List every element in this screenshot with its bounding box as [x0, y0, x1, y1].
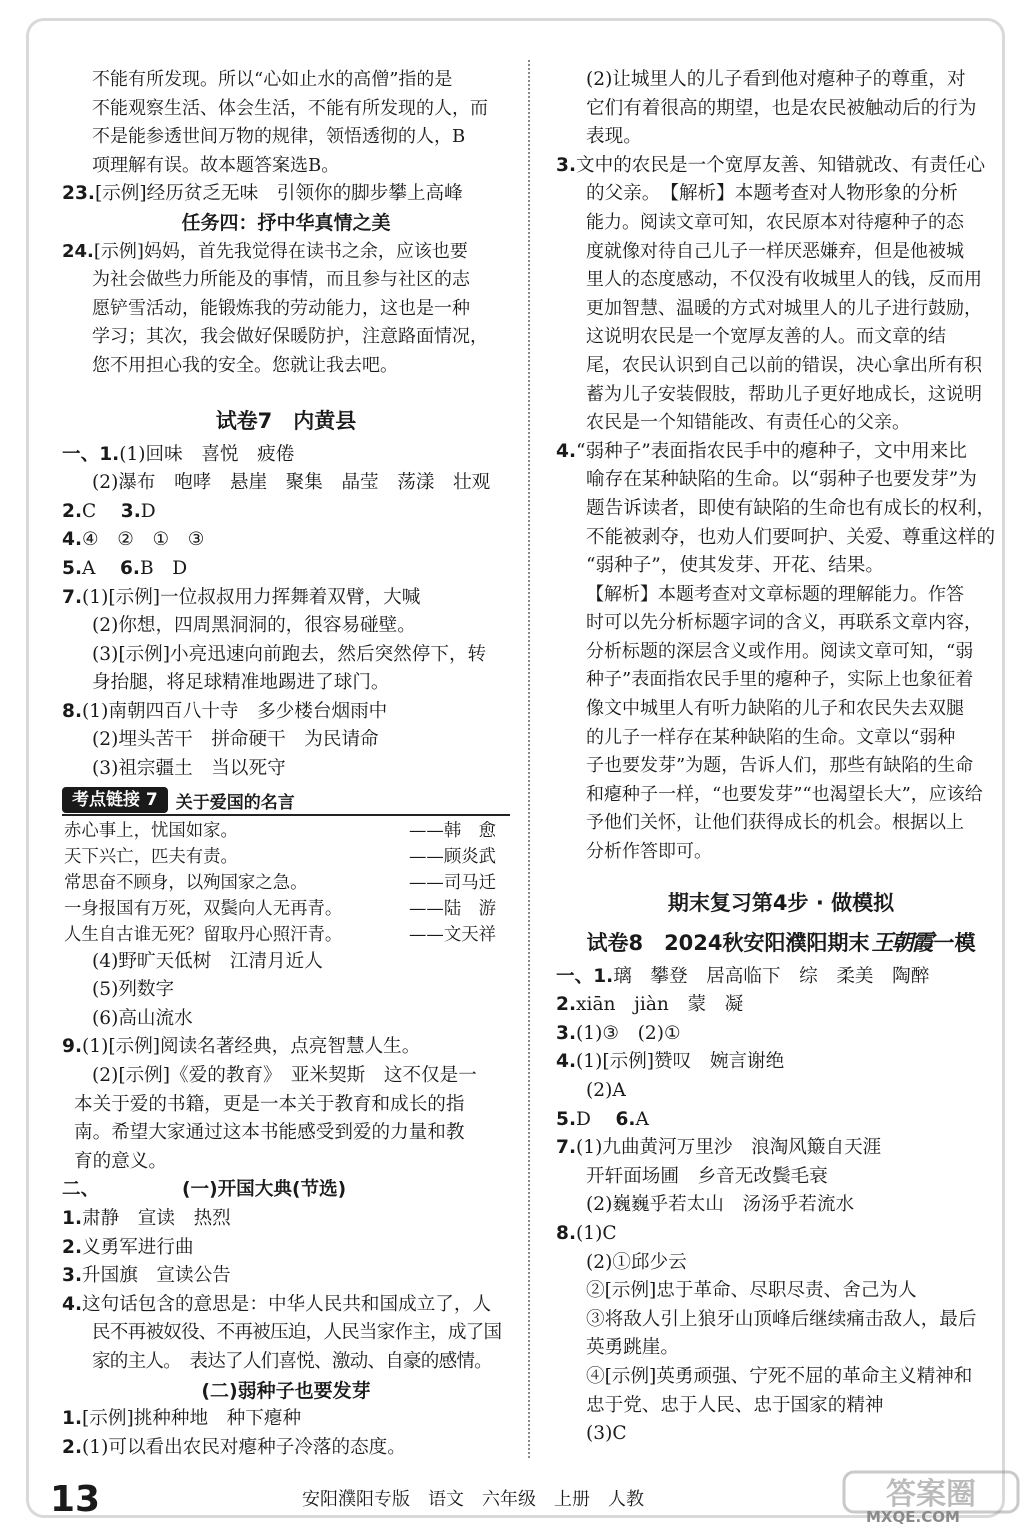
answer-line	[62, 976, 510, 1005]
exam-heading	[556, 923, 1006, 963]
question-number: 23.	[62, 183, 95, 205]
answer-line	[556, 581, 1006, 610]
left-column	[62, 66, 510, 1462]
question-number: 1.	[62, 1408, 83, 1430]
answer-text: (2)A	[586, 1080, 626, 1101]
question-number: 2.	[62, 500, 83, 522]
answer-line	[556, 752, 1006, 781]
answer-text: (3)[示例]小亮迅速向前跑去，然后突然停下，转	[92, 643, 487, 665]
question-number: 4.	[556, 1051, 577, 1073]
answer-text: 度就像对待自己儿子一样厌恶嫌弃，但是他被城	[586, 240, 964, 262]
answer-text: 尾，农民认识到自己以前的错误，决心拿出所有积	[586, 354, 982, 376]
answer-text: 表现。	[586, 126, 642, 148]
answer-text: (2)①邱少云	[586, 1251, 687, 1273]
answer-text: (2)埋头苦干 拼命硬干 为民请命	[92, 729, 379, 751]
answer-text: 为社会做些力所能及的事情，而且参与社区的志	[92, 269, 470, 291]
answer-line	[556, 1277, 1006, 1306]
question-number: 1.	[62, 1208, 83, 1229]
answer-text: (3)祖宗疆土 当以死守	[92, 758, 286, 780]
answer-line	[556, 323, 1006, 352]
answer-text: (2)让城里人的儿子看到他对瘪种子的尊重，对	[586, 69, 966, 90]
answer-line	[62, 526, 510, 555]
answer-line	[62, 441, 510, 470]
section-two-heading	[62, 1176, 510, 1205]
answer-line	[556, 1163, 1006, 1192]
quote-text: 常思奋不顾身，以殉国家之急。	[64, 872, 308, 893]
answer-line	[62, 295, 510, 324]
quote-text: 天下兴亡，匹夫有责。	[64, 846, 238, 867]
answer-text: 南。希望大家通过这本书能感受到爱的力量和教	[74, 1122, 465, 1144]
answer-line	[556, 963, 1006, 992]
page-number: 13	[50, 1479, 101, 1520]
answer-line	[556, 152, 1006, 181]
answer-line	[62, 641, 510, 670]
exam-title-prefix: 试卷8 2024秋安阳濮阳期末	[586, 930, 870, 955]
quote-author: ——韩 愈	[409, 820, 496, 841]
answer-line	[62, 669, 510, 698]
answer-text: 不是能参透世间万物的规律，领悟透彻的人，B	[92, 126, 466, 148]
watermark-url: MXQE.COM	[866, 1508, 960, 1526]
answer-line	[556, 295, 1006, 324]
answer-text: 忠于党、忠于人民、忠于国家的精神	[586, 1394, 884, 1416]
answer-text: 这说明农民是一个宽厚友善的人。而文章的结	[586, 326, 946, 348]
answer-line	[556, 466, 1006, 495]
answer-text: (1)[示例]一位叔叔用力挥舞着双臂，大喊	[82, 586, 421, 608]
answer-line	[62, 1205, 510, 1234]
answer-text: 种子”表面指农民手里的瘪种子，实际上也象征着	[586, 669, 974, 691]
question-number: 3.	[556, 154, 577, 176]
answer-line	[62, 726, 510, 755]
answer-line	[556, 238, 1006, 267]
question-number: 9.	[62, 1036, 83, 1058]
answer-line	[62, 1262, 510, 1291]
answer-line	[62, 1033, 510, 1062]
spacer	[556, 867, 1006, 883]
answer-line	[556, 609, 1006, 638]
quote-text: 人生自古谁无死？留取丹心照汗青。	[64, 924, 343, 945]
answer-line	[62, 1434, 510, 1463]
answer-text: 时可以先分析标题字词的含义，再联系文章内容，	[586, 612, 982, 634]
question-number: 2.	[556, 994, 577, 1016]
answer-text: (6)高山流水	[92, 1007, 193, 1029]
answer-line	[62, 95, 510, 124]
question-number: 3.	[62, 1265, 83, 1287]
question-number: 4.	[62, 1293, 83, 1315]
answer-line	[62, 1234, 510, 1263]
answer-line	[62, 1148, 510, 1177]
answer-line	[556, 552, 1006, 581]
answer-line	[556, 1077, 1006, 1106]
answer-line	[556, 809, 1006, 838]
answer-line	[62, 266, 510, 295]
section-heading: (二)弱种子也要发芽	[201, 1379, 371, 1402]
quote-item	[62, 870, 510, 896]
column-divider	[528, 60, 530, 1458]
answer-line	[556, 209, 1006, 238]
answer-text: 这句话包含的意思是：中华人民共和国成立了，人	[82, 1293, 492, 1315]
answer-line	[556, 409, 1006, 438]
answer-line	[62, 66, 510, 95]
question-number: 3.	[120, 500, 141, 522]
answer-text: 开轩面场圃 乡音无改鬓毛衰	[586, 1165, 828, 1187]
exam-heading: 期末复习第4步 · 做模拟	[667, 890, 895, 915]
answer-line	[62, 469, 510, 498]
answer-text: (2)[示例]《爱的教育》 亚米契斯 这不仅是一	[92, 1065, 477, 1087]
answer-text: A	[635, 1108, 649, 1130]
answer-line	[556, 695, 1006, 724]
answer-line	[62, 1319, 510, 1348]
kaodian-banner	[62, 787, 510, 816]
answer-text: 题告诉读者，即使有缺陷的生命也有成长的权利，	[586, 497, 996, 519]
answer-text: 分析作答即可。	[586, 841, 712, 863]
answer-text: (1)九曲黄河万里沙 浪淘风簸自天涯	[576, 1137, 882, 1159]
answer-text: (1)③ (2)①	[576, 1022, 681, 1044]
quote-text: 赤心事上，忧国如家。	[64, 820, 238, 841]
answer-text: 肃静 宣读 热烈	[82, 1208, 231, 1229]
quote-author: ——陆 游	[409, 898, 496, 919]
question-number: 一、1.	[556, 965, 614, 987]
question-number: 5.	[556, 1108, 577, 1130]
answer-line	[62, 1119, 510, 1148]
answer-line	[556, 1334, 1006, 1363]
question-number: 24.	[62, 240, 94, 262]
answer-line	[62, 948, 510, 977]
answer-line	[62, 1291, 510, 1320]
exam-heading: 试卷7 内黄县	[215, 408, 357, 433]
answer-line	[62, 612, 510, 641]
answer-text: (4)野旷天低树 江清月近人	[92, 950, 323, 972]
answer-text: (2)你想，四周黑洞洞的，很容易碰壁。	[92, 615, 416, 637]
answer-text: [示例]经历贫乏无味 引领你的脚步攀上高峰	[94, 183, 463, 205]
answer-text: 文中的农民是一个宽厚友善、知错就改、有责任心	[576, 154, 986, 176]
answer-line	[556, 1392, 1006, 1421]
answer-text: [示例]妈妈，首先我觉得在读书之余，应该也要	[93, 240, 468, 262]
quote-author: ——司马迁	[409, 872, 496, 893]
answer-text: 能力。阅读文章可知，农民原本对待瘪种子的态	[586, 211, 964, 233]
question-number: 4.	[556, 440, 577, 462]
kaodian-title: 关于爱国的名言	[175, 792, 295, 813]
answer-text: 的儿子一样存在某种缺陷的生命。文章以“弱种	[586, 726, 956, 748]
answer-text: 本关于爱的书籍，更是一本关于教育和成长的指	[74, 1093, 465, 1115]
question-number: 6.	[615, 1108, 636, 1130]
answer-line	[556, 180, 1006, 209]
answer-text: 它们有着很高的期望，也是农民被触动后的行为	[586, 97, 977, 119]
answer-text: “弱种子”，使其发芽、开花、结果。	[586, 555, 884, 577]
quote-item	[62, 896, 510, 922]
answer-line	[62, 323, 510, 352]
spacer	[62, 381, 510, 401]
answer-line	[556, 381, 1006, 410]
answer-line	[62, 180, 510, 209]
answer-line	[556, 352, 1006, 381]
exam-title-suffix: 一模	[933, 930, 976, 955]
question-number: 2.	[62, 1436, 83, 1458]
answer-line	[556, 781, 1006, 810]
quote-list	[62, 818, 510, 948]
footer-info: 安阳濮阳专版 语文 六年级 上册 人教	[302, 1489, 644, 1510]
answer-line	[556, 1106, 1006, 1135]
answer-text: 不能有所发现。所以“心如止水的高僧”指的是	[92, 69, 453, 90]
answer-text: D	[140, 500, 156, 522]
answer-line	[62, 238, 510, 267]
answer-line	[556, 1134, 1006, 1163]
quote-author: ——文天祥	[409, 924, 496, 945]
answer-line	[556, 524, 1006, 553]
answer-text: 身抬腿，将足球精准地踢进了球门。	[92, 672, 390, 694]
answer-text: 的父亲。 【解析】本题考查对人物形象的分析	[586, 183, 958, 205]
answer-text: D	[576, 1108, 610, 1130]
answer-line	[556, 1048, 1006, 1077]
answer-text: xiān jiàn 蒙 凝	[576, 994, 744, 1016]
answer-text: 蓄为儿子安装假肢，帮助儿子更好地成长，这说明	[586, 383, 982, 405]
answer-text: (1)回味 喜悦 疲倦	[119, 443, 295, 465]
answer-text: 喻存在某种缺陷的生命。以“弱种子也要发芽”为	[586, 469, 977, 491]
reading-title: (一)开国大典(节选)	[182, 1179, 347, 1201]
answer-text: 更加智慧、温暖的方式对城里人的儿子进行鼓励，	[586, 297, 982, 319]
answer-line	[556, 95, 1006, 124]
answer-line	[556, 495, 1006, 524]
answer-line	[62, 584, 510, 613]
answer-line	[62, 498, 510, 527]
answer-text: 英勇跳崖。	[586, 1337, 679, 1359]
answer-line	[556, 266, 1006, 295]
section-number: 二、	[62, 1179, 100, 1201]
quote-item	[62, 844, 510, 870]
answer-text: 璃 攀登 居高临下 综 柔美 陶醉	[613, 965, 930, 987]
answer-line	[62, 123, 510, 152]
quote-item	[62, 922, 510, 948]
answer-line	[556, 1020, 1006, 1049]
answer-line	[556, 724, 1006, 753]
answer-line	[62, 1091, 510, 1120]
question-number: 5.	[62, 557, 83, 579]
answer-text: (1)[示例]赞叹 婉言谢绝	[576, 1051, 785, 1073]
kaodian-tag: 考点链接 7	[62, 787, 168, 813]
answer-line	[556, 438, 1006, 467]
answer-text: 升国旗 宣读公告	[82, 1265, 231, 1287]
answer-line	[62, 352, 510, 381]
quote-item	[62, 818, 510, 844]
answer-text: (1)C	[576, 1222, 617, 1244]
answer-text: 分析标题的深层含义或作用。阅读文章可知，“弱	[586, 640, 974, 662]
answer-text: 里人的态度感动，不仅没有收城里人的钱，反而用	[586, 269, 982, 291]
answer-text: A	[82, 557, 115, 579]
answer-text: 家的主人。 表达了人们喜悦、激动、自豪的感情。	[92, 1350, 492, 1372]
answer-text: (2)巍巍乎若太山 汤汤乎若流水	[586, 1194, 855, 1216]
answer-text: 学习；其次，我会做好保暖防护，注意路面情况，	[92, 326, 488, 348]
quote-author: ——顾炎武	[409, 846, 496, 867]
answer-line	[556, 1220, 1006, 1249]
answer-text: 愿铲雪活动，能锻炼我的劳动能力，这也是一种	[92, 297, 470, 319]
answer-text: (1)南朝四百八十寺 多少楼台烟雨中	[82, 700, 388, 722]
answer-text: C	[82, 500, 115, 522]
question-number: 一、1.	[62, 443, 120, 465]
answer-text: “弱种子”表面指农民手中的瘪种子，文中用来比	[576, 440, 967, 462]
section-heading: 任务四：抒中华真情之美	[181, 211, 391, 234]
answer-text: 【解析】本题考查对文章标题的理解能力。作答	[586, 583, 964, 605]
answer-text: 不能被剥夺，也劝人们要呵护、关爱、尊重这样的	[586, 526, 996, 548]
question-number: 3.	[556, 1022, 577, 1044]
watermark-text: 答案圈	[886, 1477, 976, 1512]
answer-line	[556, 1191, 1006, 1220]
answer-text: 您不用担心我的安全。您就让我去吧。	[92, 354, 398, 376]
answer-text: ④[示例]英勇顽强、宁死不屈的革命主义精神和	[586, 1365, 973, 1387]
answer-text: 子也要发芽”为题，告诉人们，那些有缺陷的生命	[586, 755, 974, 777]
answer-text: 民不再被奴役、不再被压迫，人民当家作主，成了国	[92, 1322, 502, 1344]
answer-line	[62, 1005, 510, 1034]
answer-text: [示例]挑种种地 种下瘪种	[82, 1408, 302, 1430]
answer-text: 义勇军进行曲	[82, 1236, 194, 1258]
answer-line	[556, 838, 1006, 867]
answer-line	[62, 1062, 510, 1091]
answer-line	[556, 66, 1006, 95]
question-number: 7.	[62, 586, 83, 608]
answer-line	[62, 755, 510, 784]
answer-line	[62, 555, 510, 584]
question-number: 2.	[62, 1236, 83, 1258]
answer-text: (2)瀑布 咆哮 悬崖 聚集 晶莹 荡漾 壮观	[92, 472, 491, 494]
answer-text: (1)[示例]阅读名著经典，点亮智慧人生。	[82, 1036, 421, 1058]
answer-text: B D	[139, 557, 188, 579]
answer-text: ④ ② ① ③	[82, 529, 205, 551]
answer-line	[556, 1249, 1006, 1278]
answer-text: (3)C	[586, 1423, 627, 1445]
question-number: 4.	[62, 529, 83, 551]
answer-text: (5)列数字	[92, 979, 175, 1001]
answer-text: 和瘪种子一样，“也要发芽”“也渴望长大”，应该给	[586, 783, 983, 805]
quote-text: 一身报国有万死，双鬓向人无再青。	[64, 898, 343, 919]
answer-line	[556, 991, 1006, 1020]
answer-line	[62, 152, 510, 181]
answer-line	[556, 666, 1006, 695]
answer-text: 项理解有误。故本题答案选B。	[92, 154, 340, 176]
answer-line	[556, 1363, 1006, 1392]
answer-text: 育的意义。	[74, 1150, 167, 1172]
answer-text: ②[示例]忠于革命、尽职尽责、舍己为人	[586, 1280, 917, 1302]
answer-line	[556, 1306, 1006, 1335]
answer-line	[62, 698, 510, 727]
question-number: 6.	[119, 557, 140, 579]
answer-text: 农民是一个知错能改、有责任心的父亲。	[586, 412, 910, 434]
answer-line	[62, 1348, 510, 1377]
question-number: 8.	[556, 1222, 577, 1244]
answer-text: ③将敌人引上狼牙山顶峰后继续痛击敌人，最后	[586, 1308, 977, 1330]
answer-text: (1)可以看出农民对瘪种子冷落的态度。	[82, 1436, 406, 1458]
answer-text: 予他们关怀，让他们获得成长的机会。根据以上	[586, 812, 964, 834]
answer-line	[62, 1405, 510, 1434]
answer-line	[556, 638, 1006, 667]
brand-logo-text: 王朝霞	[871, 929, 932, 956]
answer-line	[556, 123, 1006, 152]
answer-line	[556, 1420, 1006, 1449]
question-number: 7.	[556, 1137, 577, 1159]
answer-text: 不能观察生活、体会生活，不能有所发现的人，而	[92, 97, 488, 119]
answer-text: 像文中城里人有听力缺陷的儿子和农民失去双腿	[586, 698, 964, 720]
question-number: 8.	[62, 700, 83, 722]
right-column	[556, 66, 1006, 1449]
